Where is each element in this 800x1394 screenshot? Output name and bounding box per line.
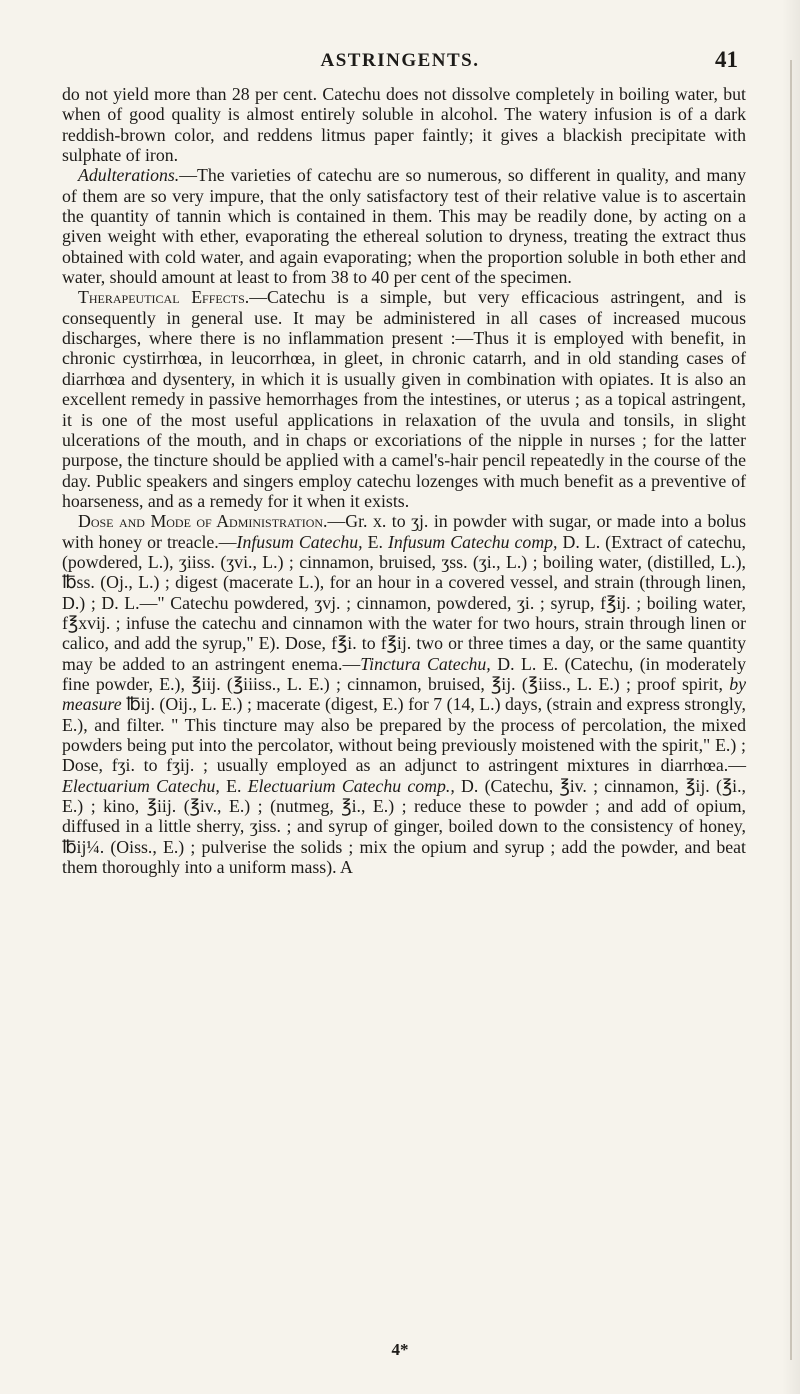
electuarium-text: E. xyxy=(219,775,248,796)
therapeutical-effects-heading: Therapeutical Effects. xyxy=(78,287,250,308)
adulterations-text: —The varieties of catechu are so numerous, so different in quality, and many of them are so very impure, that the only satisfactory test of their relative value is to ascertain the quantity of tannin which is contained in them. This may be readily done, by acting on a given weight with ether, evaporating the ethereal solution to dryness, treating the extract thus obtained with cold water, and again evaporating; when the proportion soluble in both ether and water, should amount at least to from 38 to 40 per cent of the specimen. xyxy=(62,165,746,288)
therapeutical-effects-text: —Catechu is a simple, but very efficacious astringent, and is consequently in general use. It may be administered in all cases of increased mucous discharges, where there is no inflammation present :—Thus it is employed with benefit, in chronic cystirrhœa, in leucorrhœa, in gleet, in chronic catarrh, and in old standing cases of diarrhœa and dysentery, in which it is usually given in combination with opiates. It is also an excellent remedy in passive hemorrhages from the intestines, or uterus ; as a topical astringent, it is one of the most useful applications in relaxation of the uvula and tonsils, in slight ulcerations of the mouth, and in chaps or excoriations of the nipple in nurses ; for the latter purpose, the tincture should be applied with a camel's-hair pencil repeatedly in the course of the day. Public speakers and singers employ catechu lozenges with much benefit as a preventive of hoarseness, and as a remedy for it when it exists. xyxy=(62,287,746,511)
infusum-recipe-text: D. L. (Extract of catechu, (powdered, L.), ʒiiss. (ʒvi., L.) ; cinnamon, bruised, ʒss. (ʒi., L.) ; boiling water, (distilled, L.), ℔ss. (Oj., L.) ; digest (macerate L.), for an hour in a covered vessel, and strain (through linen, D.) ; D. L.—" Catechu powdered, ʒvj. ; cinnamon, powdered, ʒi. ; syrup, f℥ij. ; boiling water, f℥xvij. ; infuse the catechu and cinnamon with the water for two hours, strain through linen or calico, and add the syrup," E). Dose, f℥i. to f℥ij. two or three times a day, or the same quantity may be added to an astringent enema.— xyxy=(62,531,747,674)
tinctura-recipe-text: ℔ij. (Oij., L. E.) ; macerate (digest, E.) for 7 (14, L.) days, (strain and express strongly, E.), and filter. " This tincture may also be prepared by the process of percolation, the mixed powders being put into the percolator, without being previously moistened with the spirit," E.) ; Dose, fʒi. to fʒij. ; usually employed as an adjunct to astringent mixtures in diarrhœa.— xyxy=(62,694,746,776)
dose-heading: Dose and Mode of Administration. xyxy=(78,511,328,532)
page-number: 41 xyxy=(715,47,738,72)
running-title: ASTRINGENTS. xyxy=(320,50,480,71)
tinctura-recipe-text: D. L. E. (Catechu, (in moderately fine powder, E.), ℥iij. (℥iiiss., L. E.) ; cinnamon, bruised, ℥ij. (℥iiss., L. E.) ; proof spirit, xyxy=(62,653,746,694)
infusum-catechu-comp-title: Infusum Catechu comp, xyxy=(387,531,558,552)
adulterations-heading: Adulterations. xyxy=(78,165,180,186)
page-edge-shadow xyxy=(782,0,800,1394)
page-header xyxy=(0,47,800,76)
paragraph-adulterations xyxy=(62,165,746,287)
infusum-catechu-title: Infusum Catechu, xyxy=(236,531,363,552)
dose-text: —Gr. x. to ʒj. in powder with sugar, or made into a bolus with honey or treacle.— xyxy=(62,511,746,552)
paragraph-dose-and-mode xyxy=(62,511,746,877)
continuation-text: do not yield more than 28 per cent. Catechu does not dissolve completely in boiling water, but when of good quality is almost entirely soluble in alcohol. The watery infusion is of a dark reddish-brown color, and reddens litmus paper faintly; it gives a blackish precipitate with sulphate of iron. xyxy=(62,84,746,166)
dose-text: E. xyxy=(362,531,388,552)
electuarium-recipe-text: D. (Catechu, ℥iv. ; cinnamon, ℥ij. (℥i., E.) ; kino, ℥iij. (℥iv., E.) ; (nutmeg, ℥i., E.) ; reduce these to powder ; and add of opium, diffused in a little sherry, ʒiss. ; and syrup of ginger, boiled down to the consistency of honey, ℔ij¼. (Oiss., E.) ; pulverise the solids ; mix the opium and syrup ; add the powder, and beat them thoroughly into a uniform mass). A xyxy=(62,775,746,878)
signature-mark: 4* xyxy=(391,1340,409,1359)
by-measure-text: by measure xyxy=(62,673,746,715)
paragraph-therapeutical-effects xyxy=(62,287,746,511)
body-text xyxy=(62,84,746,877)
tinctura-catechu-title: Tinctura Catechu, xyxy=(360,653,491,674)
electuarium-catechu-comp-title: Electuarium Catechu comp., xyxy=(247,775,455,796)
paragraph-continuation xyxy=(62,84,746,165)
electuarium-catechu-title: Electuarium Catechu, xyxy=(62,775,220,796)
